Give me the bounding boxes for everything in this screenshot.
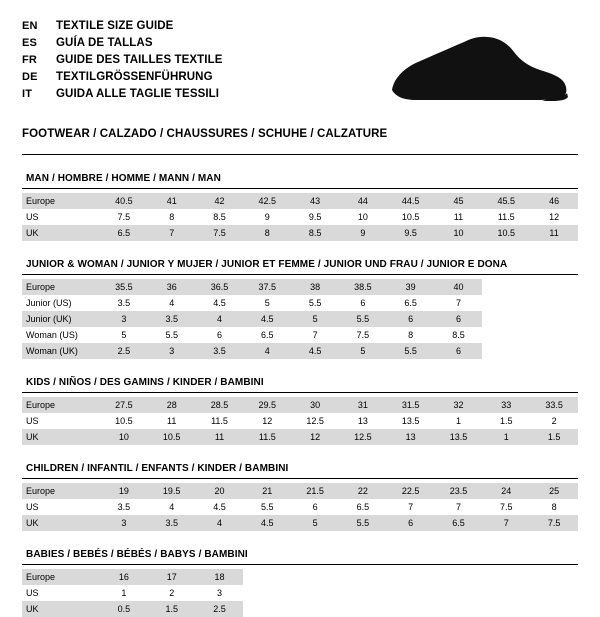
size-cell: 33	[482, 397, 530, 413]
section-divider	[22, 274, 578, 275]
size-cell: 1	[435, 413, 483, 429]
size-cell: 7	[387, 499, 435, 515]
size-cell: 21.5	[291, 483, 339, 499]
size-cell: 4.5	[196, 295, 244, 311]
size-cell: 1.5	[148, 601, 196, 617]
size-cell: 10.5	[148, 429, 196, 445]
size-cell: 10	[435, 225, 483, 241]
size-cell	[530, 569, 578, 585]
table-row	[22, 209, 578, 225]
row-label: Europe	[22, 397, 100, 413]
size-cell: 5.5	[148, 327, 196, 343]
size-cell	[243, 569, 291, 585]
size-cell	[530, 295, 578, 311]
language-title: TEXTILGRÖSSENFÜHRUNG	[56, 71, 213, 83]
table-row	[22, 601, 578, 617]
row-label: Junior (UK)	[22, 311, 100, 327]
table-row	[22, 295, 578, 311]
size-cell: 8.5	[196, 209, 244, 225]
size-cell: 4	[148, 499, 196, 515]
row-label: Europe	[22, 483, 100, 499]
size-cell	[482, 311, 530, 327]
size-section	[22, 173, 578, 241]
row-label: UK	[22, 429, 100, 445]
size-cell: 6	[291, 499, 339, 515]
row-label: Woman (UK)	[22, 343, 100, 359]
table-row	[22, 483, 578, 499]
size-cell: 11.5	[243, 429, 291, 445]
size-cell	[530, 311, 578, 327]
size-section-title: BABIES / BEBÉS / BÉBÉS / BABYS / BAMBINI	[26, 549, 248, 560]
size-cell: 9.5	[387, 225, 435, 241]
size-cell: 3.5	[100, 499, 148, 515]
size-cell	[291, 601, 339, 617]
language-code: DE	[22, 71, 38, 83]
size-cell: 7	[482, 515, 530, 531]
language-title: TEXTILE SIZE GUIDE	[56, 20, 174, 32]
size-cell	[243, 585, 291, 601]
language-title-list	[22, 18, 223, 102]
size-table	[22, 483, 578, 531]
size-cell: 25	[530, 483, 578, 499]
row-label: US	[22, 585, 100, 601]
size-cell: 3.5	[196, 343, 244, 359]
size-cell: 1	[100, 585, 148, 601]
size-cell: 7.5	[530, 515, 578, 531]
size-cell	[339, 601, 387, 617]
page-header	[22, 18, 578, 114]
size-cell	[482, 601, 530, 617]
table-row	[22, 499, 578, 515]
size-cell: 9	[339, 225, 387, 241]
language-code: FR	[22, 54, 38, 66]
size-cell: 7.5	[339, 327, 387, 343]
size-cell: 35.5	[100, 279, 148, 295]
table-row	[22, 569, 578, 585]
size-cell: 7	[435, 499, 483, 515]
size-cell: 28.5	[196, 397, 244, 413]
size-cell: 28	[148, 397, 196, 413]
size-cell: 4.5	[243, 311, 291, 327]
size-cell: 44	[339, 193, 387, 209]
size-cell: 13.5	[387, 413, 435, 429]
size-cell: 1.5	[530, 429, 578, 445]
size-cell: 27.5	[100, 397, 148, 413]
size-cell: 12	[530, 209, 578, 225]
size-cell: 5.5	[291, 295, 339, 311]
size-cell: 8	[530, 499, 578, 515]
size-cell: 10.5	[100, 413, 148, 429]
size-cell: 7	[291, 327, 339, 343]
row-label: US	[22, 499, 100, 515]
size-cell: 42	[196, 193, 244, 209]
size-cell: 9	[243, 209, 291, 225]
size-cell: 3	[100, 515, 148, 531]
size-cell	[482, 343, 530, 359]
size-table	[22, 569, 578, 617]
size-cell	[482, 295, 530, 311]
size-cell: 3	[100, 311, 148, 327]
section-divider	[22, 478, 578, 479]
size-cell: 1	[482, 429, 530, 445]
table-row	[22, 311, 578, 327]
size-cell	[291, 569, 339, 585]
size-cell	[435, 585, 483, 601]
size-cell: 42.5	[243, 193, 291, 209]
size-cell: 3	[196, 585, 244, 601]
size-cell: 5.5	[387, 343, 435, 359]
size-cell: 7.5	[196, 225, 244, 241]
size-cell: 31	[339, 397, 387, 413]
table-row	[22, 279, 578, 295]
size-cell: 37.5	[243, 279, 291, 295]
table-row	[22, 429, 578, 445]
size-cell: 3.5	[148, 515, 196, 531]
size-cell: 13.5	[435, 429, 483, 445]
table-row	[22, 225, 578, 241]
size-cell	[482, 569, 530, 585]
size-cell: 6	[435, 311, 483, 327]
size-cell: 7.5	[100, 209, 148, 225]
size-cell: 21	[243, 483, 291, 499]
size-cell	[387, 585, 435, 601]
size-cell: 6.5	[435, 515, 483, 531]
size-cell: 3	[148, 343, 196, 359]
size-cell: 11.5	[482, 209, 530, 225]
language-title: GUIDA ALLE TAGLIE TESSILI	[56, 88, 220, 100]
size-cell: 4	[243, 343, 291, 359]
table-row	[22, 413, 578, 429]
size-cell	[435, 601, 483, 617]
size-cell: 6.5	[100, 225, 148, 241]
size-cell: 1.5	[482, 413, 530, 429]
language-code: IT	[22, 88, 33, 100]
size-cell: 44.5	[387, 193, 435, 209]
size-cell: 24	[482, 483, 530, 499]
size-cell: 7.5	[482, 499, 530, 515]
size-cell: 5	[100, 327, 148, 343]
size-cell: 13	[387, 429, 435, 445]
size-cell: 39	[387, 279, 435, 295]
size-cell: 11	[148, 413, 196, 429]
size-cell: 11	[530, 225, 578, 241]
dress-shoe-icon	[382, 34, 572, 114]
row-label: Junior (US)	[22, 295, 100, 311]
size-cell: 22	[339, 483, 387, 499]
size-cell: 23.5	[435, 483, 483, 499]
size-cell: 36	[148, 279, 196, 295]
size-cell: 36.5	[196, 279, 244, 295]
section-divider	[22, 564, 578, 565]
size-cell	[243, 601, 291, 617]
size-cell: 4.5	[196, 499, 244, 515]
size-cell: 5	[243, 295, 291, 311]
language-title: GUÍA DE TALLAS	[56, 37, 153, 49]
size-cell: 12.5	[291, 413, 339, 429]
size-cell: 5	[291, 311, 339, 327]
size-cell: 2.5	[196, 601, 244, 617]
size-cell: 6	[435, 343, 483, 359]
size-section-title: JUNIOR & WOMAN / JUNIOR Y MUJER / JUNIOR ET FEMME / JUNIOR UND FRAU / JUNIOR E DONA	[26, 259, 508, 270]
size-cell: 19.5	[148, 483, 196, 499]
table-row	[22, 327, 578, 343]
size-cell	[530, 279, 578, 295]
size-cell: 13	[339, 413, 387, 429]
size-table	[22, 397, 578, 445]
size-cell: 5.5	[243, 499, 291, 515]
size-cell: 12	[291, 429, 339, 445]
size-cell	[339, 569, 387, 585]
size-cell: 45.5	[482, 193, 530, 209]
language-code: ES	[22, 37, 38, 49]
size-section	[22, 259, 578, 359]
size-cell	[530, 601, 578, 617]
size-cell: 16	[100, 569, 148, 585]
size-cell: 32	[435, 397, 483, 413]
size-tables	[22, 173, 578, 617]
table-row	[22, 193, 578, 209]
size-cell: 18	[196, 569, 244, 585]
size-cell: 8	[148, 209, 196, 225]
size-cell	[291, 585, 339, 601]
size-cell: 43	[291, 193, 339, 209]
size-cell: 11.5	[196, 413, 244, 429]
size-cell: 22.5	[387, 483, 435, 499]
size-cell: 5.5	[339, 515, 387, 531]
row-label: US	[22, 413, 100, 429]
size-cell: 6	[339, 295, 387, 311]
table-row	[22, 397, 578, 413]
size-cell: 6.5	[339, 499, 387, 515]
size-cell: 10.5	[482, 225, 530, 241]
size-cell: 12	[243, 413, 291, 429]
size-cell: 12.5	[339, 429, 387, 445]
size-cell: 4.5	[291, 343, 339, 359]
size-table	[22, 193, 578, 241]
size-section	[22, 377, 578, 445]
size-cell: 6	[387, 515, 435, 531]
size-cell: 3.5	[148, 311, 196, 327]
size-cell: 8	[387, 327, 435, 343]
table-row	[22, 585, 578, 601]
size-section	[22, 463, 578, 531]
size-cell: 46	[530, 193, 578, 209]
size-cell: 40.5	[100, 193, 148, 209]
size-cell: 6.5	[387, 295, 435, 311]
size-cell	[530, 327, 578, 343]
size-cell: 5	[291, 515, 339, 531]
size-cell: 8	[243, 225, 291, 241]
size-cell	[435, 569, 483, 585]
size-cell: 19	[100, 483, 148, 499]
size-table	[22, 279, 578, 359]
language-title: GUIDE DES TAILLES TEXTILE	[56, 54, 223, 66]
section-divider	[22, 188, 578, 189]
size-cell: 2.5	[100, 343, 148, 359]
size-cell: 29.5	[243, 397, 291, 413]
row-label: Woman (US)	[22, 327, 100, 343]
size-section-title: KIDS / NIÑOS / DES GAMINS / KINDER / BAMBINI	[26, 377, 264, 388]
size-cell: 40	[435, 279, 483, 295]
size-cell: 2	[530, 413, 578, 429]
footwear-category-heading: FOOTWEAR / CALZADO / CHAUSSURES / SCHUHE / CALZATURE	[22, 128, 388, 140]
size-cell: 4	[148, 295, 196, 311]
size-cell	[530, 343, 578, 359]
table-row	[22, 343, 578, 359]
size-cell: 31.5	[387, 397, 435, 413]
size-cell: 5.5	[339, 311, 387, 327]
size-cell: 4.5	[243, 515, 291, 531]
row-label: Europe	[22, 279, 100, 295]
size-section-title: CHILDREN / INFANTIL / ENFANTS / KINDER / BAMBINI	[26, 463, 289, 474]
size-cell	[387, 601, 435, 617]
size-cell: 17	[148, 569, 196, 585]
row-label: US	[22, 209, 100, 225]
size-cell: 7	[148, 225, 196, 241]
size-cell: 10	[100, 429, 148, 445]
size-cell: 45	[435, 193, 483, 209]
size-section	[22, 549, 578, 617]
row-label: Europe	[22, 569, 100, 585]
size-cell: 33.5	[530, 397, 578, 413]
size-cell: 38	[291, 279, 339, 295]
size-cell: 10	[339, 209, 387, 225]
table-row	[22, 515, 578, 531]
size-cell: 8.5	[435, 327, 483, 343]
size-cell: 8.5	[291, 225, 339, 241]
size-cell	[482, 585, 530, 601]
size-cell: 5	[339, 343, 387, 359]
size-cell: 6	[387, 311, 435, 327]
size-cell: 3.5	[100, 295, 148, 311]
size-cell: 6	[196, 327, 244, 343]
size-cell: 2	[148, 585, 196, 601]
header-divider	[22, 154, 578, 155]
row-label: Europe	[22, 193, 100, 209]
size-cell	[339, 585, 387, 601]
size-cell: 11	[435, 209, 483, 225]
size-cell: 41	[148, 193, 196, 209]
size-cell	[482, 279, 530, 295]
size-cell: 38.5	[339, 279, 387, 295]
size-cell: 4	[196, 515, 244, 531]
size-cell: 30	[291, 397, 339, 413]
size-cell	[530, 585, 578, 601]
size-cell: 4	[196, 311, 244, 327]
section-divider	[22, 392, 578, 393]
size-cell: 7	[435, 295, 483, 311]
size-cell: 20	[196, 483, 244, 499]
size-cell: 6.5	[243, 327, 291, 343]
size-cell: 0.5	[100, 601, 148, 617]
size-cell: 10.5	[387, 209, 435, 225]
size-cell	[387, 569, 435, 585]
size-cell: 9.5	[291, 209, 339, 225]
row-label: UK	[22, 225, 100, 241]
row-label: UK	[22, 601, 100, 617]
row-label: UK	[22, 515, 100, 531]
size-cell: 11	[196, 429, 244, 445]
size-cell	[482, 327, 530, 343]
size-section-title: MAN / HOMBRE / HOMME / MANN / MAN	[26, 173, 221, 184]
language-code: EN	[22, 20, 38, 32]
